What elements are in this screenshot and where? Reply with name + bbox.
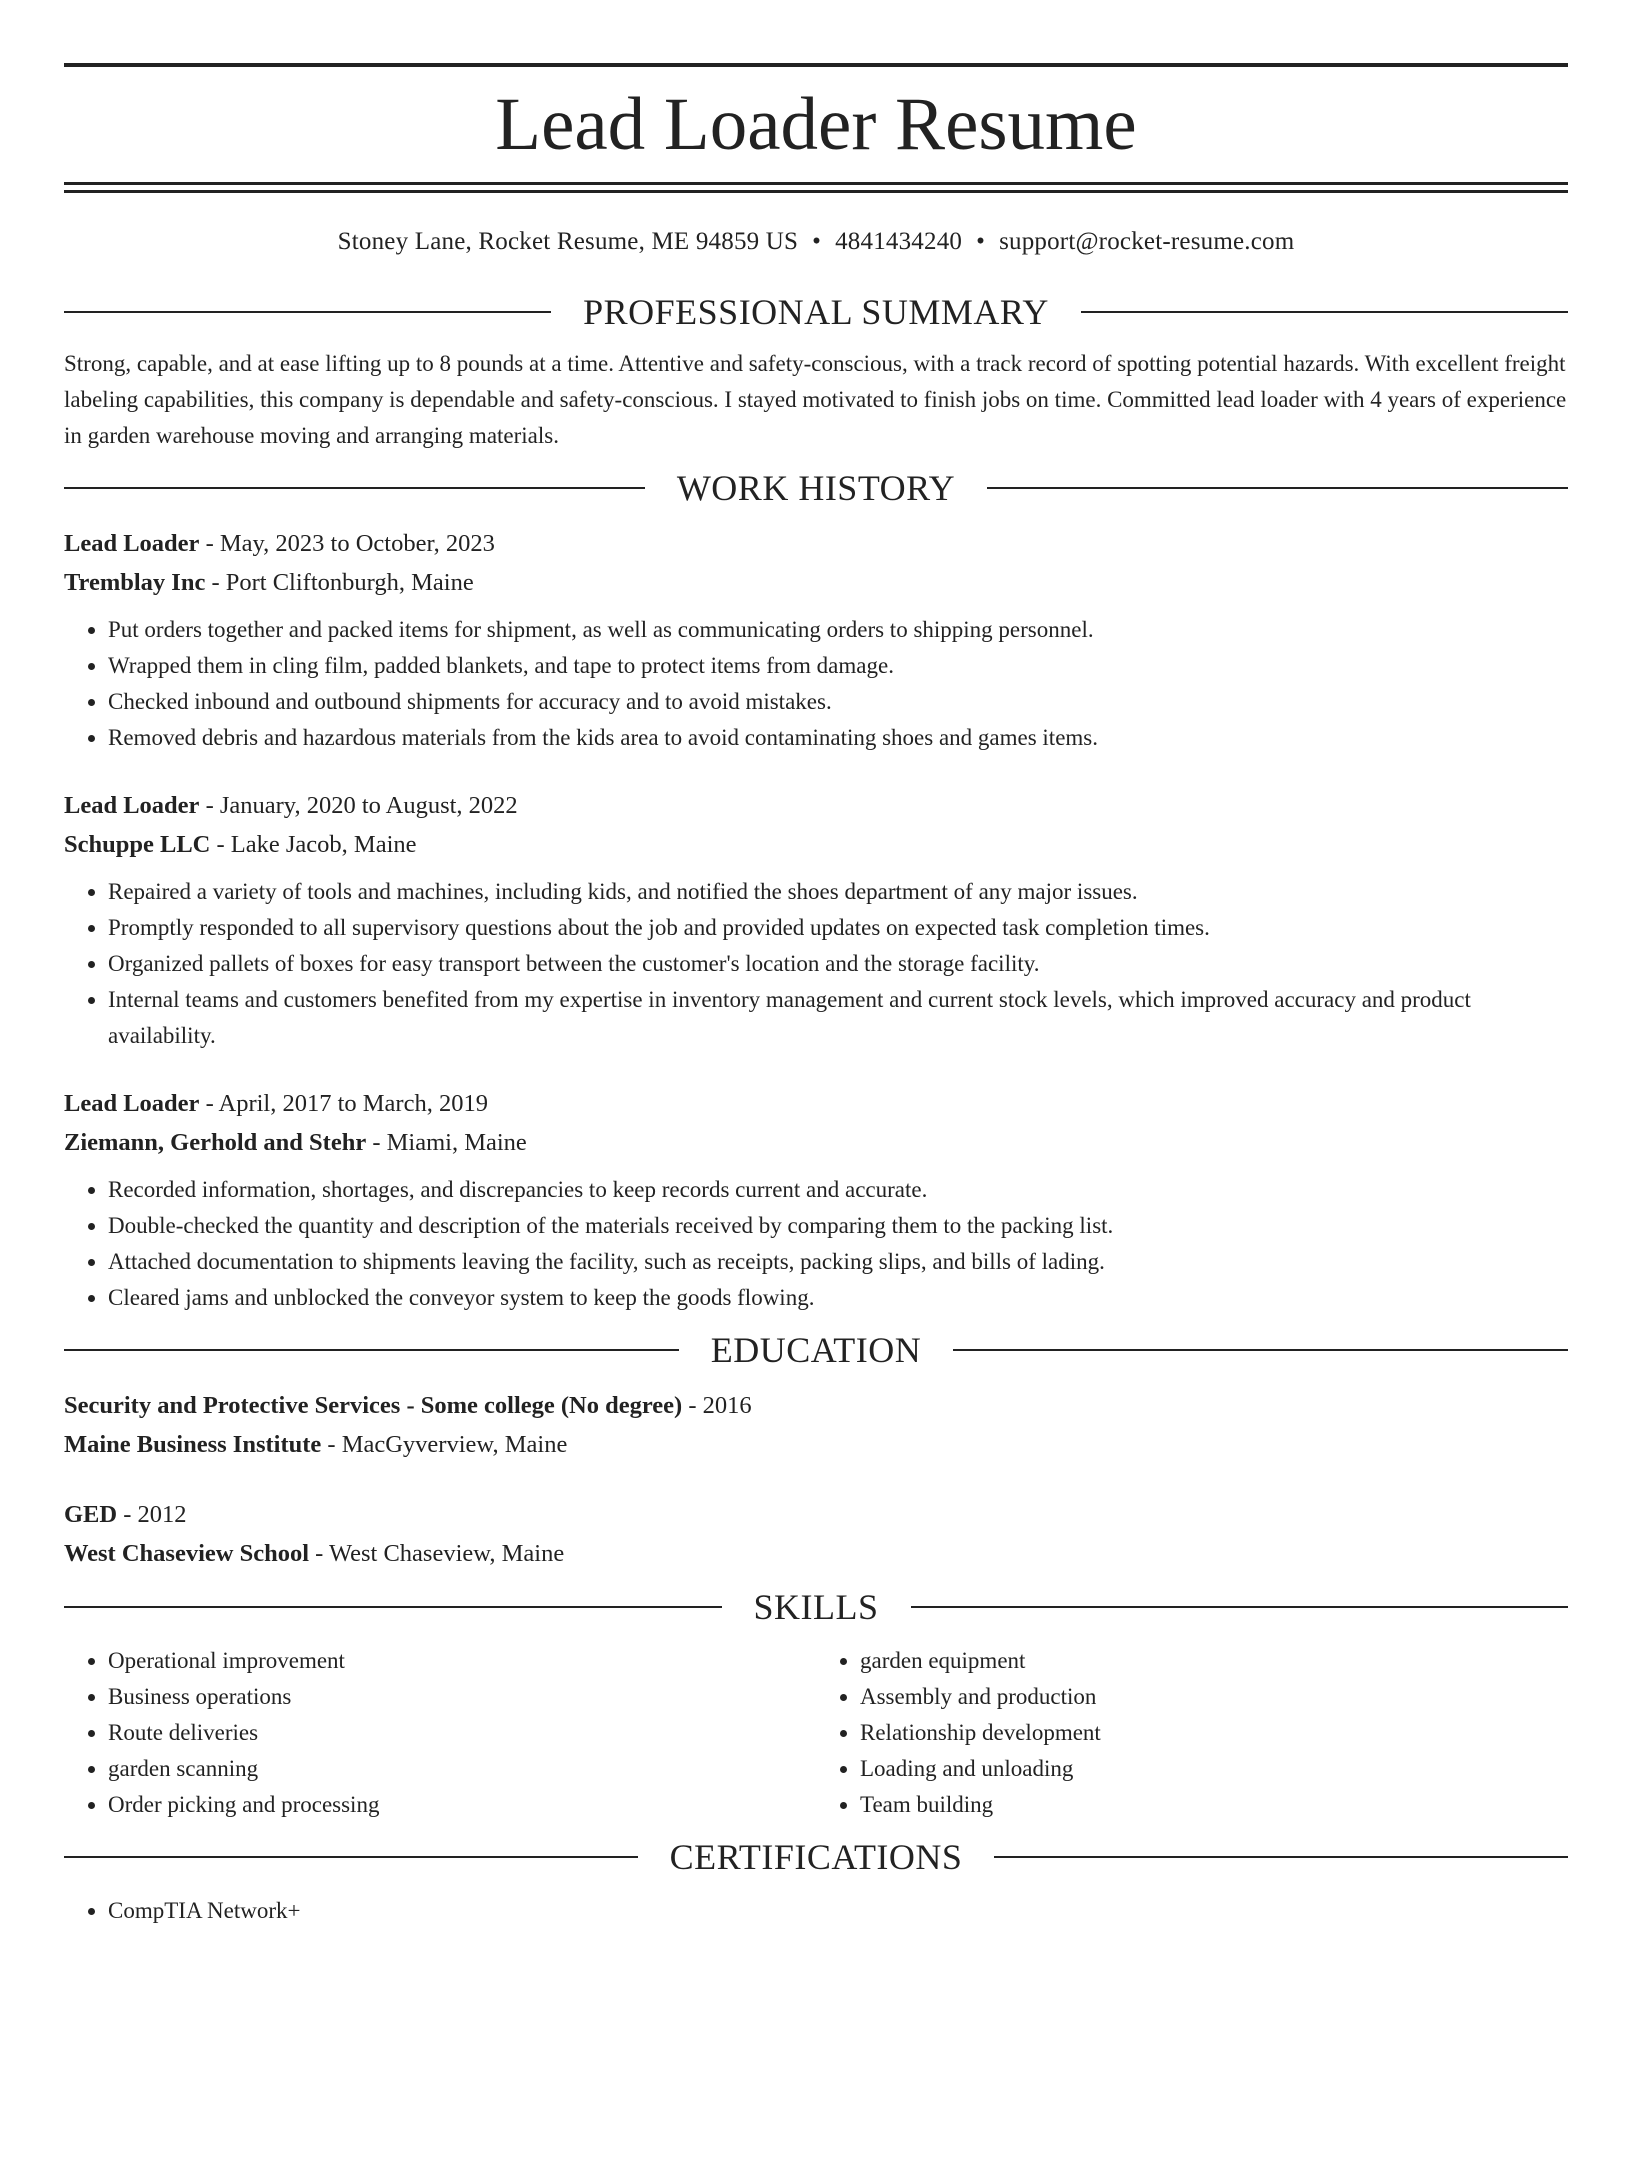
section-rule	[64, 1606, 722, 1608]
list-item: • Put orders together and packed items for shipment, as well as communicating orders to shipping personnel.	[108, 612, 1568, 648]
job-dates: - April, 2017 to March, 2019	[199, 1090, 488, 1117]
list-item: • Team building	[860, 1787, 1568, 1823]
job-location: - Lake Jacob, Maine	[210, 831, 417, 858]
list-item: • Attached documentation to shipments leaving the facility, such as receipts, packing slips, and bills of lading.	[108, 1244, 1568, 1280]
list-item: • Route deliveries	[108, 1715, 816, 1751]
contact-phone: 4841434240	[835, 228, 963, 255]
list-item: • Organized pallets of boxes for easy transport between the customer's location and the storage facility.	[108, 946, 1568, 982]
resume-title: Lead Loader Resume	[495, 83, 1137, 166]
job-location: - Miami, Maine	[366, 1129, 527, 1156]
section-rule	[64, 487, 645, 489]
job-bullets	[64, 612, 1568, 756]
skills-grid	[64, 1643, 1568, 1823]
school-location: - MacGyverview, Maine	[321, 1431, 568, 1458]
school-location: - West Chaseview, Maine	[309, 1540, 565, 1567]
section-header-skills	[64, 1585, 1568, 1629]
job-title-line	[64, 1084, 1568, 1123]
list-item: • Assembly and production	[860, 1679, 1568, 1715]
list-item: • Double-checked the quantity and description of the materials received by comparing them to the packing list.	[108, 1208, 1568, 1244]
job-title-line	[64, 786, 1568, 825]
certifications-list	[64, 1893, 1568, 1929]
job-dates: - January, 2020 to August, 2022	[199, 792, 518, 819]
list-item: • garden equipment	[860, 1643, 1568, 1679]
section-rule	[64, 1856, 638, 1858]
section-rule	[1081, 311, 1568, 313]
list-item: • Operational improvement	[108, 1643, 816, 1679]
degree-year: - 2016	[682, 1392, 752, 1419]
top-rule	[64, 63, 1568, 67]
education-entry	[64, 1495, 1568, 1573]
section-header-education	[64, 1328, 1568, 1372]
section-rule	[911, 1606, 1569, 1608]
list-item: • Order picking and processing	[108, 1787, 816, 1823]
education-entry	[64, 1386, 1568, 1464]
section-rule	[64, 311, 551, 313]
list-item: • Relationship development	[860, 1715, 1568, 1751]
list-item: • Internal teams and customers benefited from my expertise in inventory management and current stock levels, which improved accuracy and product availability.	[108, 982, 1568, 1054]
school-line	[64, 1534, 1568, 1573]
list-item: • Recorded information, shortages, and discrepancies to keep records current and accurate.	[108, 1172, 1568, 1208]
list-item: • Loading and unloading	[860, 1751, 1568, 1787]
section-title: PROFESSIONAL SUMMARY	[583, 292, 1049, 332]
degree-line	[64, 1495, 1568, 1534]
degree-line	[64, 1386, 1568, 1425]
job-company: Schuppe LLC	[64, 831, 211, 858]
job-title: Lead Loader	[64, 1090, 200, 1117]
section-header-summary	[64, 290, 1568, 334]
degree-name: GED	[64, 1501, 118, 1528]
list-item: • Repaired a variety of tools and machines, including kids, and notified the shoes department of any major issues.	[108, 874, 1568, 910]
school-name: Maine Business Institute	[64, 1431, 322, 1458]
section-header-certifications	[64, 1835, 1568, 1879]
list-item: • Cleared jams and unblocked the conveyor system to keep the goods flowing.	[108, 1280, 1568, 1316]
section-title: EDUCATION	[710, 1330, 922, 1370]
skills-list-left	[64, 1643, 816, 1823]
section-title: SKILLS	[753, 1587, 879, 1627]
list-item: • Removed debris and hazardous materials from the kids area to avoid contaminating shoes and games items.	[108, 720, 1568, 756]
contact-email: support@rocket-resume.com	[999, 228, 1295, 255]
job-location: - Port Cliftonburgh, Maine	[205, 569, 474, 596]
contact-line	[64, 226, 1568, 258]
list-item: • Promptly responded to all supervisory questions about the job and provided updates on expected task completion times.	[108, 910, 1568, 946]
job-company-line	[64, 563, 1568, 602]
section-rule	[987, 487, 1568, 489]
title-double-rule	[64, 182, 1568, 193]
job-company-line	[64, 1123, 1568, 1162]
list-item: • CompTIA Network+	[108, 1893, 1568, 1929]
school-name: West Chaseview School	[64, 1540, 309, 1567]
skills-list-right	[816, 1643, 1568, 1823]
section-title: CERTIFICATIONS	[669, 1837, 963, 1877]
contact-address: Stoney Lane, Rocket Resume, ME 94859 US	[337, 228, 799, 255]
job-title: Lead Loader	[64, 530, 200, 557]
degree-name: Security and Protective Services - Some college (No degree)	[64, 1392, 683, 1419]
contact-separator: •	[812, 228, 822, 255]
section-rule	[994, 1856, 1568, 1858]
job-entry	[64, 786, 1568, 1054]
section-header-work	[64, 466, 1568, 510]
list-item: • Wrapped them in cling film, padded blankets, and tape to protect items from damage.	[108, 648, 1568, 684]
job-company: Ziemann, Gerhold and Stehr	[64, 1129, 367, 1156]
job-entry	[64, 524, 1568, 756]
job-entry	[64, 1084, 1568, 1316]
list-item: • Business operations	[108, 1679, 816, 1715]
list-item: • garden scanning	[108, 1751, 816, 1787]
job-dates: - May, 2023 to October, 2023	[199, 530, 495, 557]
section-rule	[953, 1349, 1568, 1351]
job-title-line	[64, 524, 1568, 563]
resume-page	[0, 63, 1632, 2175]
section-title: WORK HISTORY	[676, 468, 956, 508]
summary-paragraph: Strong, capable, and at ease lifting up to 8 pounds at a time. Attentive and safety-conscious, with a track record of spotting potential hazards. With excellent freight labeling capabilities, this company is dependable and safety-conscious. I stayed motivated to finish jobs on time. Committed lead loader with 4 years of experience in garden warehouse moving and arranging materials.	[64, 351, 1567, 448]
list-item: • Checked inbound and outbound shipments for accuracy and to avoid mistakes.	[108, 684, 1568, 720]
section-rule	[64, 1349, 679, 1351]
job-title: Lead Loader	[64, 792, 200, 819]
contact-separator: •	[976, 228, 986, 255]
job-company-line	[64, 825, 1568, 864]
job-company: Tremblay Inc	[64, 569, 206, 596]
school-line	[64, 1425, 1568, 1464]
job-bullets	[64, 874, 1568, 1054]
job-bullets	[64, 1172, 1568, 1316]
degree-year: - 2012	[117, 1501, 187, 1528]
